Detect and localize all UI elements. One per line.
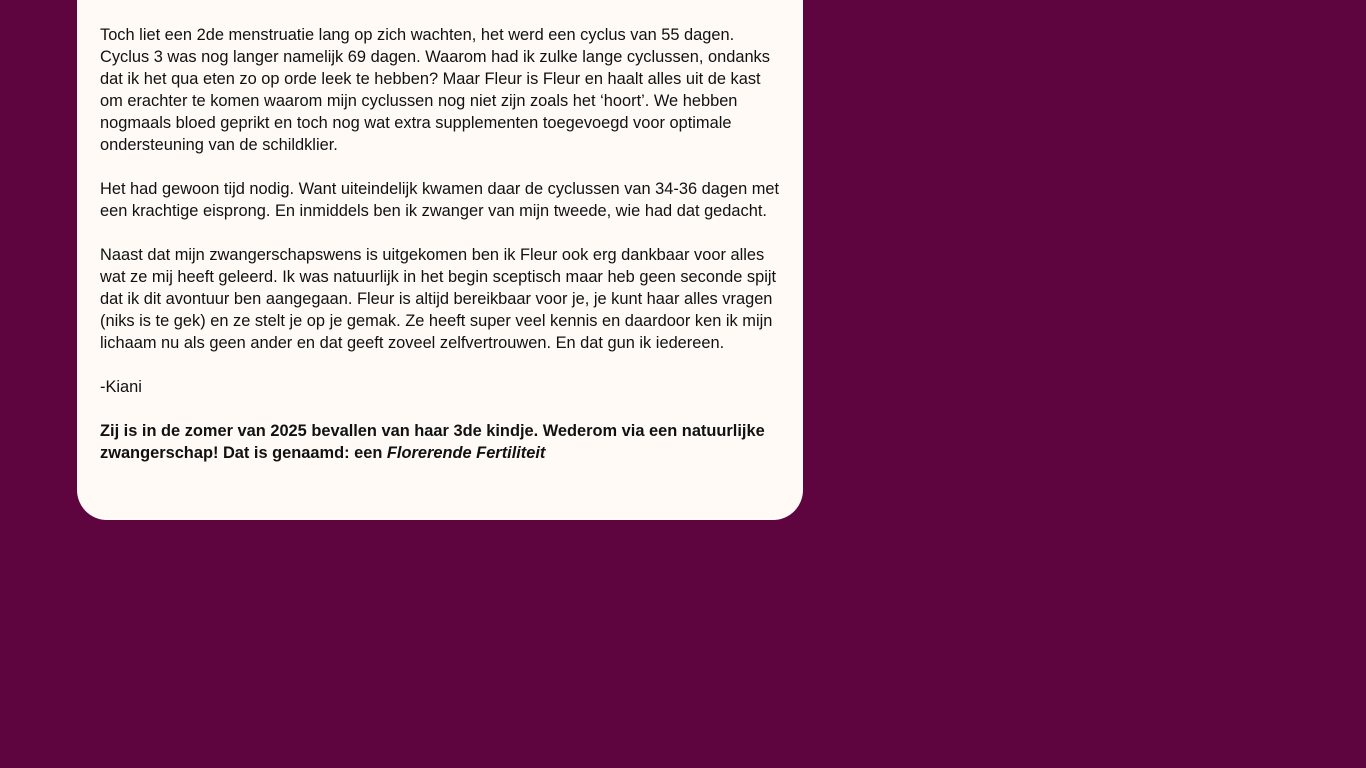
closing-text: Zij is in de zomer van 2025 bevallen van haar 3de kindje. Wederom via een natuurlijke zwangerschap! Dat is genaamd: een	[100, 422, 765, 462]
testimonial-signature: -Kiani	[100, 378, 142, 396]
closing-emphasis: Florerende Fertiliteit	[386, 444, 546, 462]
testimonial-paragraph-2: Het had gewoon tijd nodig. Want uiteindelijk kwamen daar de cyclussen van 34-36 dagen met een krachtige eisprong. En inmiddels ben ik zwanger van mijn tweede, wie had dat gedacht.	[100, 180, 780, 220]
testimonial-card	[77, 0, 803, 520]
testimonial-paragraph-1: Toch liet een 2de menstruatie lang op zich wachten, het werd een cyclus van 55 dagen. Cyclus 3 was nog langer namelijk 69 dagen. Waarom had ik zulke lange cyclussen, ondanks dat ik het qua eten zo op orde leek te hebben? Maar Fleur is Fleur en haalt alles uit de kast om erachter te komen waarom mijn cyclussen nog niet zijn zoals het ‘hoort’. We hebben nogmaals bloed geprikt en toch nog wat extra supplementen toegevoegd voor optimale ondersteuning van de schildklier.	[100, 26, 770, 154]
closing-statement	[100, 420, 780, 464]
testimonial-paragraph-3: Naast dat mijn zwangerschapswens is uitgekomen ben ik Fleur ook erg dankbaar voor alles wat ze mij heeft geleerd. Ik was natuurlijk in het begin sceptisch maar heb geen seconde spijt dat ik dit avontuur ben aangegaan. Fleur is altijd bereikbaar voor je, je kunt haar alles vragen (niks is te gek) en ze stelt je op je gemak. Ze heeft super veel kennis en daardoor ken ik mijn lichaam nu als geen ander en dat geeft zoveel zelfvertrouwen. En dat gun ik iedereen.	[100, 246, 777, 352]
